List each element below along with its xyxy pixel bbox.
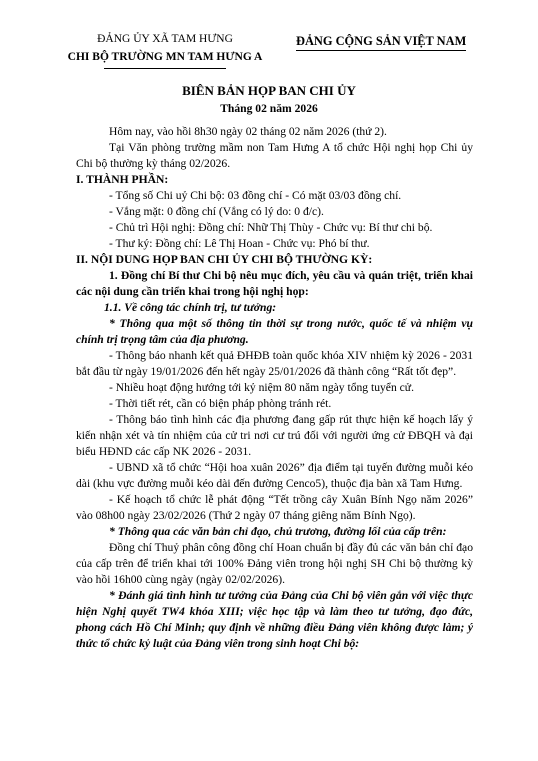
composition-item: - Thư ký: Đồng chí: Lê Thị Hoan - Chức vụ: Phó bí thư.	[109, 237, 370, 250]
header-divider	[104, 68, 226, 69]
news-heading: * Thông qua một số thông tin thời sự trong nước, quốc tế và nhiệm vụ chính trị trọng tâm của địa phương.	[76, 317, 473, 346]
party-cell-name: CHI BỘ TRƯỜNG MN TAM HƯNG A	[67, 51, 263, 63]
document-date: Tháng 02 năm 2026	[220, 102, 318, 115]
opening-paragraph: Hôm nay, vào hồi 8h30 ngày 02 tháng 02 năm 2026 (thứ 2).	[109, 125, 387, 138]
composition-item: - Vắng mặt: 0 đồng chí (Vắng có lý do: 0 đ/c).	[109, 205, 324, 218]
composition-item: - Tổng số Chi uỷ Chi bộ: 03 đồng chí - Có mặt 03/03 đồng chí.	[109, 189, 402, 202]
document-body	[76, 124, 473, 652]
assessment-heading: * Đánh giá tình hình tư tưởng của Đảng của Chi bộ viên gắn với việc thực hiện Nghị quyết TW4 khóa XIII; việc học tập và làm theo tư tưởng, đạo đức, phong cách Hồ Chí Minh; quy định về những điều Đảng viên không được làm; ý thức tổ chức kỷ luật của Đảng viên trong sinh hoạt Chi bộ:	[76, 589, 473, 650]
news-item: - Nhiều hoạt động hướng tới kỷ niệm 80 năm ngày tổng tuyển cử.	[109, 381, 414, 394]
section-heading-composition: I. THÀNH PHẦN:	[76, 173, 169, 186]
document-title: BIÊN BẢN HỌP BAN CHI ỦY	[182, 83, 356, 98]
news-item: - Thời tiết rét, cần có biện pháp phòng tránh rét.	[109, 397, 332, 410]
issuing-organization	[50, 31, 280, 69]
party-committee-name: ĐẢNG ỦY XÃ TAM HƯNG	[97, 33, 233, 45]
news-item: - Kế hoạch tổ chức lễ phát động “Tết trồng cây Xuân Bính Ngọ năm 2026” vào 08h00 ngày 23/02/2026 (Thứ 2 ngày 07 tháng giêng năm Bính Ngọ).	[76, 493, 473, 522]
composition-item: - Chủ trì Hội nghị: Đồng chí: Nhữ Thị Thùy - Chức vụ: Bí thư chi bộ.	[109, 221, 433, 234]
directives-paragraph: Đồng chí Thuỷ phân công đồng chí Hoan chuẩn bị đầy đủ các văn bản chỉ đạo của cấp trên để triển khai tới 100% Đảng viên trong hội nghị SH Chi bộ thường kỳ vào hồi 16h00 cùng ngày (ngày 02/02/2026).	[76, 541, 473, 586]
location-paragraph: Tại Văn phòng trường mầm non Tam Hưng A tổ chức Hội nghị họp Chi ủy Chi bộ thường kỳ tháng 02/2026.	[76, 141, 473, 170]
directives-heading: * Thông qua các văn bản chỉ đạo, chủ trương, đường lối của cấp trên:	[109, 525, 447, 538]
news-item: - UBND xã tổ chức “Hội hoa xuân 2026” địa điểm tại tuyến đường muỗi kéo dài (khu vực đường muỗi kéo dài đến đường Cenco5), thuộc địa bàn xã Tam Hưng.	[76, 461, 473, 490]
subsection-heading-1: 1. Đồng chí Bí thư Chi bộ nêu mục đích, yêu cầu và quán triệt, triển khai các nội dung cần triển khai trong hội nghị họp:	[76, 269, 473, 298]
news-item: - Thông báo nhanh kết quả ĐHĐB toàn quốc khóa XIV nhiệm kỳ 2026 - 2031 bắt đầu từ ngày 19/01/2026 đến hết ngày 25/01/2026 đã thành công “Rất tốt đẹp”.	[76, 349, 473, 378]
party-name-heading: ĐẢNG CỘNG SẢN VIỆT NAM	[296, 33, 466, 51]
subsection-heading-1-1: 1.1. Về công tác chính trị, tư tưởng:	[104, 301, 277, 314]
news-item: - Thông báo tình hình các địa phương đang gấp rút thực hiện kế hoạch lấy ý kiến nhận xét và tín nhiệm của cử tri nơi cư trú đối với người ứng cử ĐBQH và đại biểu HĐND các cấp NK 2026 - 2031.	[76, 413, 473, 458]
section-heading-content: II. NỘI DUNG HỌP BAN CHI ỦY CHI BỘ THƯỜNG KỲ:	[76, 253, 373, 266]
